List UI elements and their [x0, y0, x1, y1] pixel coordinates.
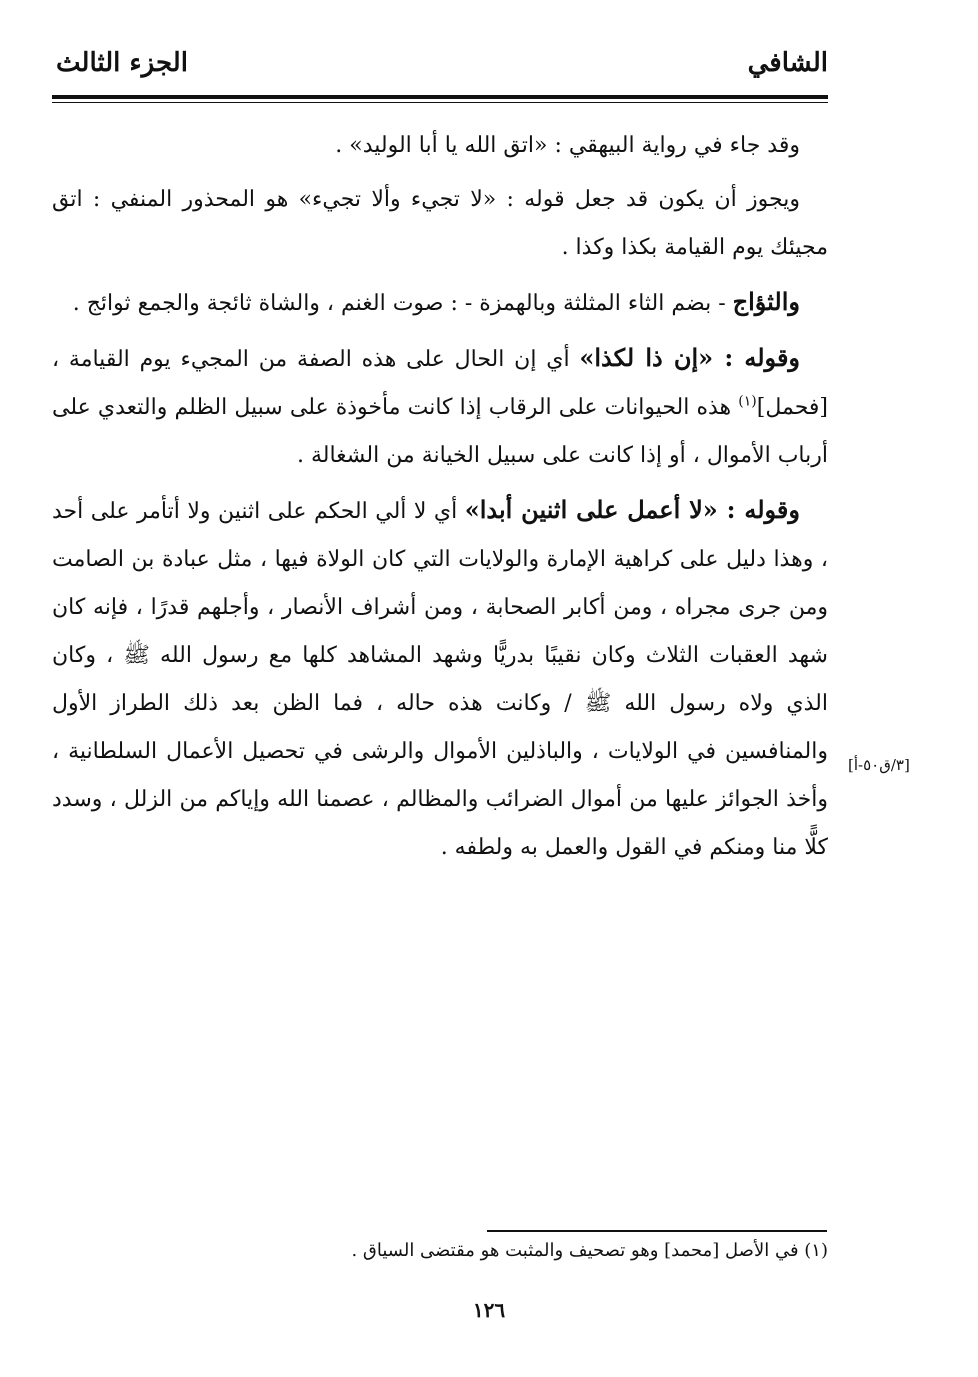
volume-label: الجزء الثالث	[56, 48, 188, 78]
paragraph-5-text: أي لا ألي الحكم على اثنين ولا أتأمر على أحد ، وهذا دليل على كراهية الإمارة والولايات التي كان الولاة فيها ، مثل عبادة بن الصامت ومن جرى مجراه ، ومن أكابر الصحابة ، ومن أشراف الأنصار ، وأجلهم قدرًا ، فإنه كان شهد العقبات الثلاث وكان نقيبًا بدريًّا وشهد المشاهد كلها مع رسول الله ﷺ ، وكان الذي ولاه رسول الله ﷺ / وكانت هذه حاله ، فما الظن بعد ذلك الطراز الأول والمنافسين في الولايات ، والباذلين الأموال والرشى في تحصيل الأعمال السلطانية ، وأخذ الجوائز عليها من أموال الضرائب والمظالم ، عصمنا الله وإياكم من الزلل ، وسدد كلًّا منا ومنكم في القول والعمل به ولطفه .	[52, 499, 828, 860]
paragraph-4-text-a: أي إن الحال على هذه الصفة من المجيء يوم القيامة ، [فحمل]	[52, 347, 828, 420]
paragraph-5	[52, 486, 828, 872]
header-rule-thin	[52, 102, 828, 103]
paragraph-3	[52, 278, 828, 328]
term-heading: والثؤاج	[732, 287, 800, 316]
manuscript-folio-note: [٣/ق٥٠-أ]	[848, 756, 910, 774]
running-header	[52, 48, 828, 88]
paragraph-3-text: - بضم الثاء المثلثة وبالهمزة - : صوت الغنم ، والشاة ثائجة والجمع ثوائج .	[72, 291, 733, 316]
book-title: الشافي	[747, 48, 828, 78]
footnote-ref[interactable]: (١)	[738, 393, 757, 410]
paragraph-4	[52, 334, 828, 480]
quote-heading-1: وقوله : «إن ذا لكذا»	[579, 343, 801, 372]
paragraph-1: وقد جاء في رواية البيهقي : «اتق الله يا أبا الوليد» .	[335, 133, 800, 158]
footnote-rule	[487, 1230, 827, 1232]
page-number: ١٢٦	[472, 1298, 506, 1322]
main-text	[52, 122, 828, 878]
header-rule-thick	[52, 95, 828, 99]
paragraph-4-text-b: هذه الحيوانات على الرقاب إذا كانت مأخوذة على سبيل الظلم والتعدي على أرباب الأموال ، أو إذا كانت على سبيل الخيانة من الشغالة .	[52, 395, 828, 468]
paragraph-2: ويجوز أن يكون قد جعل قوله : «لا تجيء وألا تجيء» هو المحذور المنفي : اتق مجيئك يوم القيامة بكذا وكذا .	[52, 187, 828, 260]
footnote-1: (١) في الأصل [محمد] وهو تصحيف والمثبت هو مقتضى السياق .	[351, 1240, 828, 1261]
quote-heading-2: وقوله : «لا أعمل على اثنين أبدا»	[464, 495, 800, 524]
